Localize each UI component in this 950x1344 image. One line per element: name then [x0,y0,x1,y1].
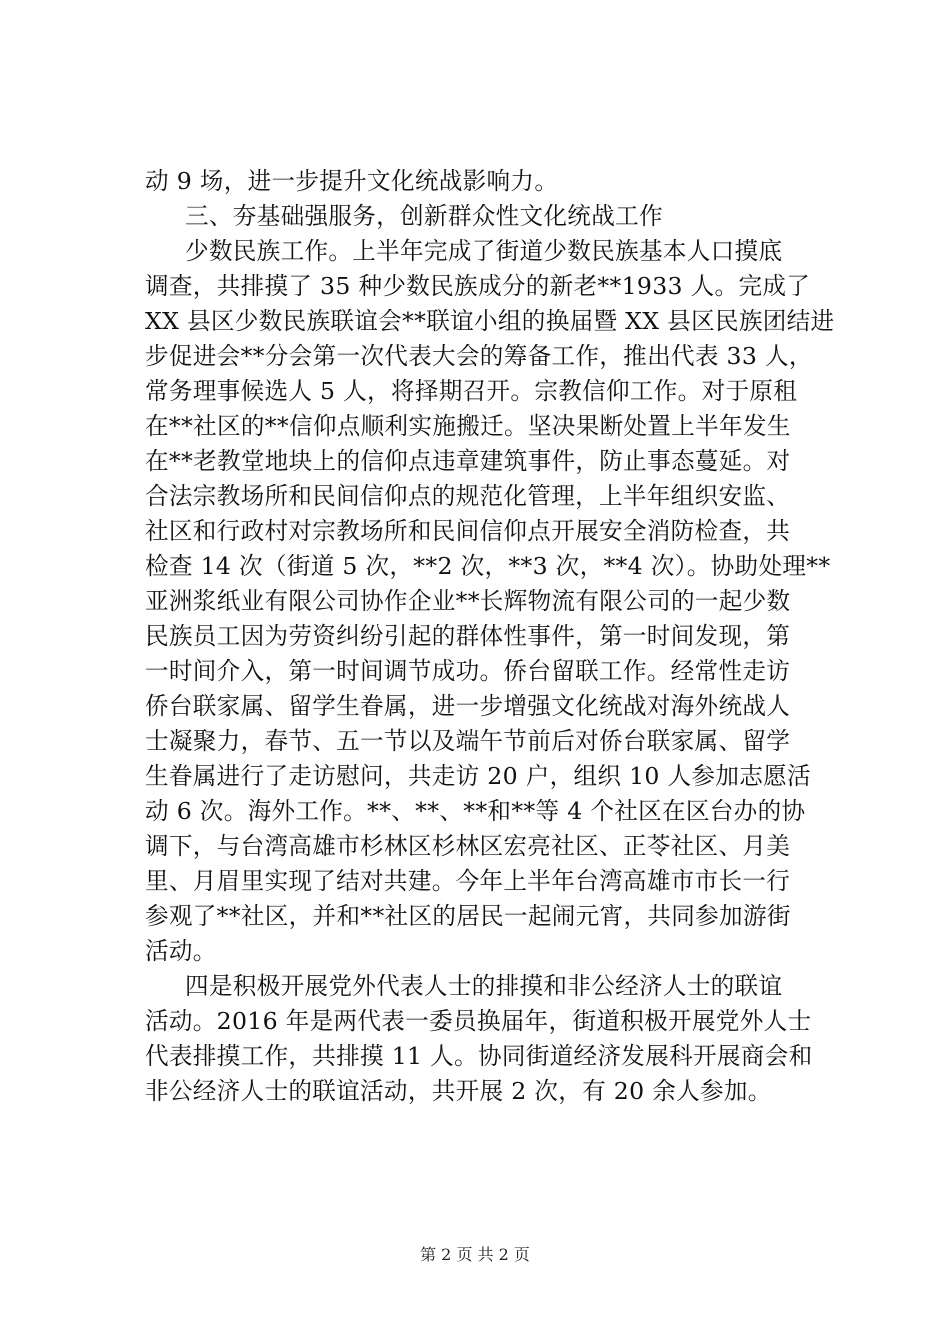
text-line: 合法宗教场所和民间信仰点的规范化管理，上半年组织安监、 [145,482,791,510]
text-line: 一时间介入，第一时间调节成功。侨台留联工作。经常性走访 [145,657,791,685]
text-line: 在**社区的**信仰点顺利实施搬迁。坚决果断处置上半年发生 [145,412,791,440]
text-line: 社区和行政村对宗教场所和民间信仰点开展安全消防检查，共 [145,517,791,545]
text-line: 少数民族工作。上半年完成了街道少数民族基本人口摸底 [185,237,783,265]
text-line: 常务理事候选人 5 人，将择期召开。宗教信仰工作。对于原租 [145,377,798,405]
page-footer [0,1244,950,1266]
text-line: 活动。 [145,937,217,965]
section-heading: 三、夯基础强服务，创新群众性文化统战工作 [185,202,663,230]
text-line: 民族员工因为劳资纠纷引起的群体性事件，第一时间发现，第 [145,622,791,650]
text-line: 士凝聚力，春节、五一节以及端午节前后对侨台联家属、留学 [145,727,791,755]
text-line: 生眷属进行了走访慰问，共走访 20 户，组织 10 人参加志愿活 [145,762,811,790]
text-line: XX 县区少数民族联谊会**联谊小组的换届暨 XX 县区民族团结进 [145,307,835,335]
text-line: 活动。2016 年是两代表一委员换届年，街道积极开展党外人士 [145,1007,812,1035]
text-line: 调查，共排摸了 35 种少数民族成分的新老**1933 人。完成了 [145,272,811,300]
text-line: 检查 14 次（街道 5 次，**2 次，**3 次，**4 次）。协助处理** [145,552,831,580]
text-line: 步促进会**分会第一次代表大会的筹备工作，推出代表 33 人， [145,342,813,370]
text-line: 动 6 次。海外工作。**、**、**和**等 4 个社区在区台办的协 [145,797,806,825]
text-line: 在**老教堂地块上的信仰点违章建筑事件，防止事态蔓延。对 [145,447,791,475]
document-body [145,164,835,1109]
text-line: 里、月眉里实现了结对共建。今年上半年台湾高雄市市长一行 [145,867,791,895]
text-line: 非公经济人士的联谊活动，共开展 2 次，有 20 余人参加。 [145,1077,772,1105]
text-line: 调下，与台湾高雄市杉林区杉林区宏亮社区、正苓社区、月美 [145,832,791,860]
text-line: 参观了**社区，并和**社区的居民一起闹元宵，共同参加游街 [145,902,791,930]
text-line: 四是积极开展党外代表人士的排摸和非公经济人士的联谊 [185,972,783,1000]
page-number: 第 2 页 共 2 页 [420,1245,530,1264]
text-line: 代表排摸工作，共排摸 11 人。协同街道经济发展科开展商会和 [145,1042,813,1070]
text-line: 动 9 场，进一步提升文化统战影响力。 [145,167,559,195]
text-line: 侨台联家属、留学生眷属，进一步增强文化统战对海外统战人 [145,692,791,720]
text-line: 亚洲浆纸业有限公司协作企业**长辉物流有限公司的一起少数 [145,587,791,615]
